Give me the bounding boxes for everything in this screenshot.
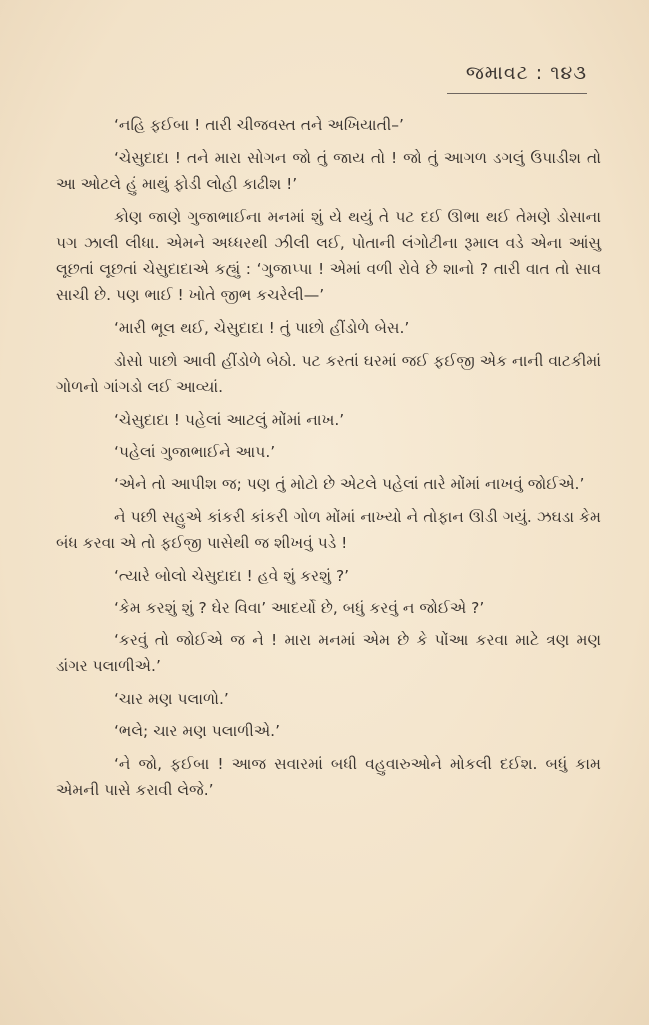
paragraph-8: ‘એને તો આપીશ જ; પણ તું મોટો છે એટલે પહેલાં તારે મોંમાં નાખવું જોઈએ.’ bbox=[114, 475, 585, 493]
paragraph-9: ને પછી સહુએ કાંકરી કાંકરી ગોળ મોંમાં નાખ્યો ને તોફાન ઊડી ગયું. ઝઘડા કેમ બંધ કરવા એ તો ફઈજી પાસેથી જ શીખવું પડે ! bbox=[56, 508, 601, 552]
paragraph-10: ‘ત્યારે બોલો ચેસુદાદા ! હવે શું કરશું ?’ bbox=[114, 567, 350, 585]
paragraph-13: ‘ચાર મણ પલાળો.’ bbox=[114, 690, 229, 708]
body-text bbox=[56, 112, 601, 810]
paragraph-1: ‘નહિ ફઈબા ! તારી ચીજવસ્ત તને અખિયાતી–’ bbox=[114, 116, 404, 134]
paragraph-7: ‘પહેલાં ગુજાભાઈને આપ.’ bbox=[114, 443, 276, 461]
paragraph-15: ‘ને જો, ફઈબા ! આજ સવારમાં બધી વહુવારુઓને મોકલી દઈશ. બધું કામ એમની પાસે કરાવી લેજે.’ bbox=[56, 755, 601, 799]
paragraph-11: ‘કેમ કરશું શું ? ઘેર વિવા’ આદર્યો છે, બધું કરવું ન જોઈએ ?’ bbox=[114, 599, 485, 617]
paragraph-3: કોણ જાણે ગુજાભાઈના મનમાં શું યે થયું તે પટ દઈ ઊભા થઈ તેમણે ડોસાના પગ ઝાલી લીધા. એમને અધ્ધરથી ઝીલી લઈ, પોતાની લંગોટીના રૂમાલ વડે એના આંસુ લૂછતાં લૂછતાં ચેસુદાદાએ કહ્યું : ‘ગુજાપ્પા ! એમાં વળી રોવે છે શાનો ? તારી વાત તો સાવ સાચી છે. પણ ભાઈ ! ખોતે જીભ કચરેલી—’ bbox=[56, 208, 601, 304]
paragraph-2: ‘ચેસુદાદા ! તને મારા સોગન જો તું જાય તો ! જો તું આગળ ડગલું ઉપાડીશ તો આ ઓટલે હું માથું ફોડી લોહી કાઢીશ !’ bbox=[56, 149, 601, 193]
paragraph-6: ‘ચેસુદાદા ! પહેલાં આટલું મોંમાં નાખ.’ bbox=[114, 411, 345, 429]
running-head-text: જમાવટ : ૧૪૩ bbox=[465, 62, 587, 84]
paragraph-14: ‘ભલે; ચાર મણ પલાળીએ.’ bbox=[114, 722, 281, 740]
running-head bbox=[427, 62, 587, 84]
paragraph-5: ડોસો પાછો આવી હીંડોળે બેઠો. પટ કરતાં ઘરમાં જઈ ફઈજી એક નાની વાટકીમાં ગોળનો ગાંગડો લઈ આવ્યાં. bbox=[56, 352, 601, 396]
header-rule bbox=[447, 93, 587, 94]
paragraph-4: ‘મારી ભૂલ થઈ, ચેસુદાદા ! તું પાછો હીંડોળે બેસ.’ bbox=[114, 319, 410, 337]
paragraph-12: ‘કરવું તો જોઈએ જ ને ! મારા મનમાં એમ છે કે પોંઆ કરવા માટે ત્રણ મણ ડાંગર પલાળીએ.’ bbox=[56, 631, 601, 675]
